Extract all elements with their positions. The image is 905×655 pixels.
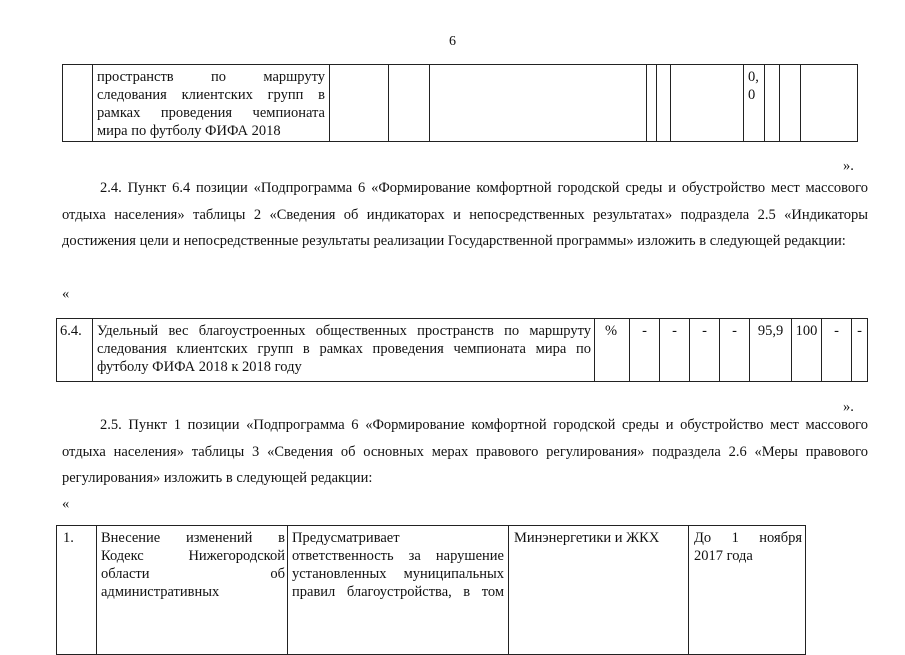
table3-num-cell <box>56 525 97 655</box>
table2-value-cell <box>851 318 868 382</box>
table3-col1-line: административных <box>101 584 220 600</box>
table1-value-line: 0, <box>748 69 759 85</box>
table1-cell <box>779 64 801 142</box>
table1-text-cell <box>92 64 330 142</box>
table2-value-cell <box>689 318 720 382</box>
table3-col1-line: Внесение изменений в <box>101 530 285 546</box>
table2-value: - <box>857 323 862 339</box>
opening-quote: « <box>62 286 70 302</box>
table3-col2-line: Предусматривает <box>292 530 400 546</box>
table2-text-cell <box>92 318 595 382</box>
closing-quote: ». <box>843 158 854 174</box>
table2-unit-cell <box>594 318 630 382</box>
table1-cell <box>800 64 858 142</box>
table1-unit-cell <box>329 64 389 142</box>
opening-quote: « <box>62 496 70 512</box>
table2-value: 100 <box>795 323 818 339</box>
table2-value-cell <box>791 318 822 382</box>
table1-cell <box>429 64 647 142</box>
table1-cell <box>656 64 671 142</box>
table3-col1-line: Кодекс Нижегородской <box>101 548 285 564</box>
table1-cell <box>388 64 430 142</box>
table2-value-cell <box>659 318 690 382</box>
table2-num-cell <box>56 318 93 382</box>
table1-cell <box>670 64 744 142</box>
table2-value-cell <box>629 318 660 382</box>
table1-text-line: мира по футболу ФИФА 2018 <box>97 123 281 139</box>
table1-text-line: рамках проведения чемпионата <box>97 105 325 121</box>
table3-col4-line: 2017 года <box>694 548 753 564</box>
paragraph-2-4: 2.4. Пункт 6.4 позиции «Подпрограмма 6 «Формирование комфортной городской среды и обустройство мест массового отдыха населения» таблицы 2 «Сведения об индикаторах и непосредственных результатах» подраздела 2.5 «Индикаторы достижения цели и непосредственные результаты реализации Государственной программы» изложить в следующей редакции: <box>62 180 868 250</box>
table1-text-line: следования клиентских групп в <box>97 87 325 103</box>
table1-cell <box>764 64 780 142</box>
table3-col2-line: установленных муниципальных <box>292 566 504 582</box>
paragraph-2-5: 2.5. Пункт 1 позиции «Подпрограмма 6 «Формирование комфортной городской среды и обустройство мест массового отдыха населения» таблицы 3 «Сведения об основных мерах правового регулирования» подраздела 2.6 «Меры правового регулирования» изложить в следующей редакции: <box>62 417 868 487</box>
table3-col2-line: правил благоустройства, в том <box>292 584 504 600</box>
table3-col2-cell <box>287 525 509 655</box>
table3-col4-line: До 1 ноября <box>694 530 802 546</box>
table3-num: 1. <box>63 530 74 546</box>
table2-num: 6.4. <box>60 323 82 339</box>
table3-col4-cell <box>688 525 806 655</box>
table2-value: - <box>834 323 839 339</box>
table2-value-cell <box>719 318 750 382</box>
table1-value-line: 0 <box>748 87 756 103</box>
table2-value: - <box>732 323 737 339</box>
table2-text: Удельный вес благоустроенных общественных пространств по маршруту следования клиентских групп в рамках проведения чемпионата мира по футболу ФИФА 2018 к 2018 году <box>97 323 591 375</box>
table3-col3: Минэнергетики и ЖКХ <box>514 530 660 546</box>
table2-value-cell <box>749 318 792 382</box>
table3-col2-line: ответственность за нарушение <box>292 548 504 564</box>
table1-num-cell <box>62 64 93 142</box>
table3-col1-line: области об <box>101 566 285 582</box>
table2-value: 95,9 <box>757 323 784 339</box>
table2-unit: % <box>605 323 618 339</box>
table3-col1-cell <box>96 525 288 655</box>
page-number: 6 <box>449 34 456 49</box>
table2-value: - <box>642 323 647 339</box>
table1-value-cell <box>743 64 765 142</box>
table2-value-cell <box>821 318 852 382</box>
table1-text-line: пространств по маршруту <box>97 69 325 85</box>
closing-quote: ». <box>843 399 854 415</box>
table3-col3-cell <box>508 525 689 655</box>
table2-value: - <box>702 323 707 339</box>
table2-value: - <box>672 323 677 339</box>
